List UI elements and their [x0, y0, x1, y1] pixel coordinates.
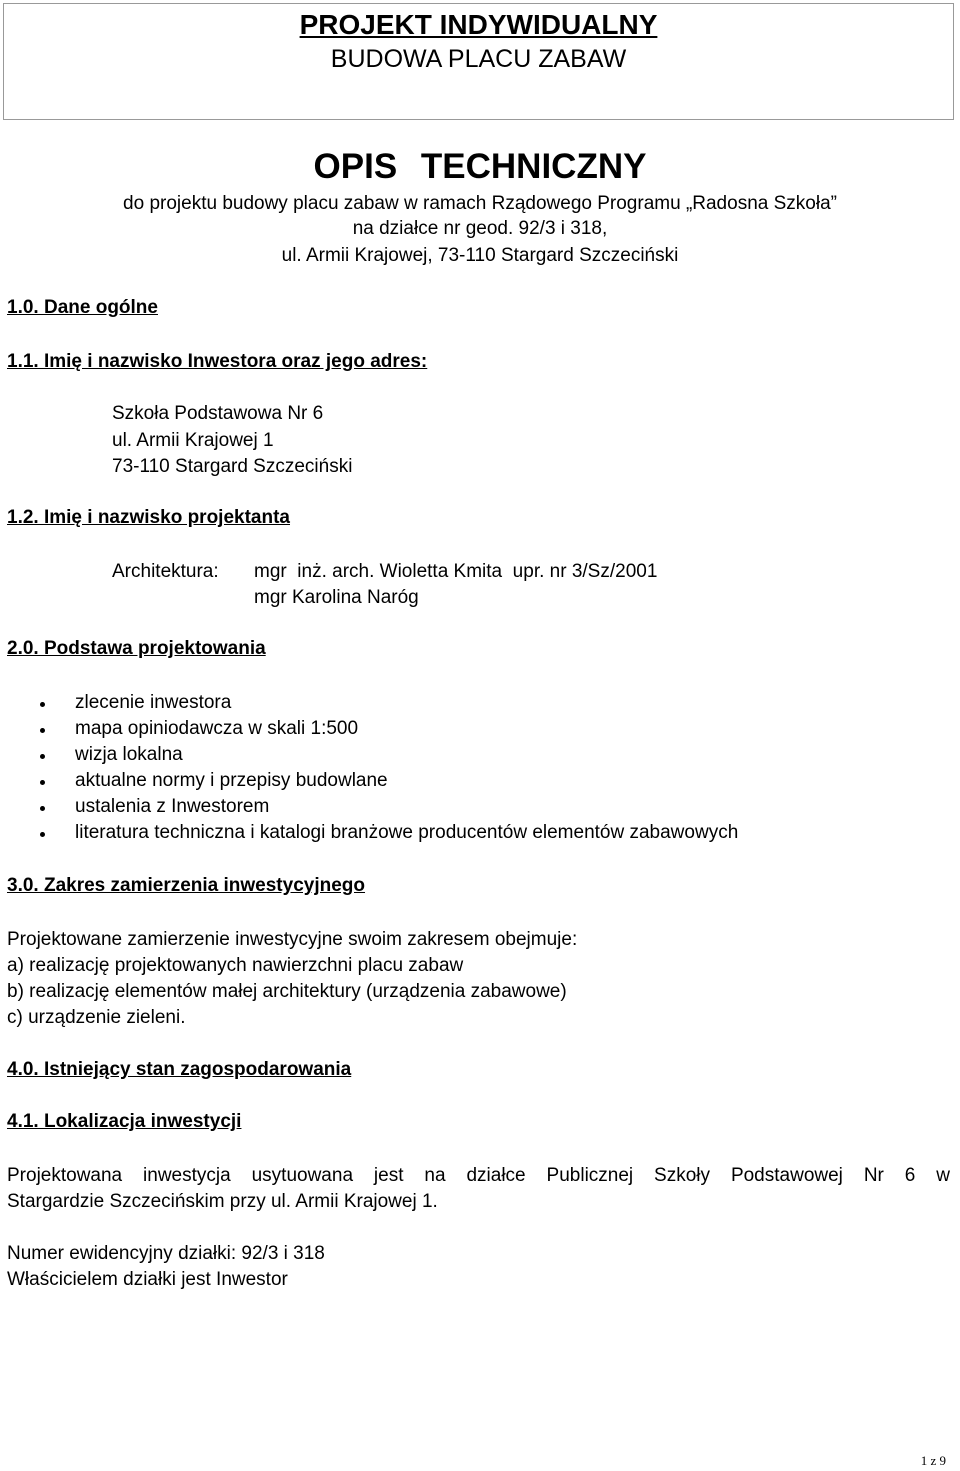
- designer-2: mgr Karolina Naróg: [254, 587, 419, 608]
- bullet-icon: [40, 754, 45, 759]
- document-title: OPIS TECHNICZNY: [313, 147, 647, 186]
- bullet-icon: [40, 832, 45, 837]
- project-title: PROJEKT INDYWIDUALNY: [299, 9, 658, 40]
- investor-line-2: ul. Armii Krajowej 1: [112, 430, 274, 451]
- designer-1: mgr inż. arch. Wioletta Kmita upr. nr 3/Sz/2001: [254, 561, 658, 582]
- heading-4-0: 4.0. Istniejący stan zagospodarowania: [7, 1059, 352, 1080]
- heading-4-1: 4.1. Lokalizacja inwestycji: [7, 1111, 242, 1132]
- scope-item-c: c) urządzenie zieleni.: [7, 1007, 186, 1028]
- location-paragraph-line-1: Projektowana inwestycja usytuowana jest na działce Publicznej Szkoły Podstawowej Nr 6 w: [7, 1165, 950, 1186]
- list-item: ustalenia z Inwestorem: [75, 796, 270, 817]
- heading-2-0: 2.0. Podstawa projektowania: [7, 638, 266, 659]
- list-item: literatura techniczna i katalogi branżowe producentów elementów zabawowych: [75, 822, 739, 843]
- intro-line-1: do projektu budowy placu zabaw w ramach Rządowego Programu „Radosna Szkoła”: [123, 193, 837, 214]
- parcel-owner: Właścicielem działki jest Inwestor: [7, 1269, 288, 1290]
- parcel-number: Numer ewidencyjny działki: 92/3 i 318: [7, 1243, 325, 1264]
- list-item: mapa opiniodawcza w skali 1:500: [75, 718, 359, 739]
- heading-3-0: 3.0. Zakres zamierzenia inwestycyjnego: [7, 875, 366, 896]
- investor-line-1: Szkoła Podstawowa Nr 6: [112, 403, 324, 424]
- list-item: wizja lokalna: [75, 744, 183, 765]
- investor-line-3: 73-110 Stargard Szczeciński: [112, 456, 353, 477]
- bullet-icon: [40, 780, 45, 785]
- heading-1-0: 1.0. Dane ogólne: [7, 297, 158, 318]
- header-box: [3, 3, 954, 120]
- list-item: zlecenie inwestora: [75, 692, 232, 713]
- heading-1-1: 1.1. Imię i nazwisko Inwestora oraz jego adres:: [7, 351, 428, 372]
- intro-line-3: ul. Armii Krajowej, 73-110 Stargard Szczeciński: [281, 245, 679, 266]
- list-item: aktualne normy i przepisy budowlane: [75, 770, 388, 791]
- bullet-icon: [40, 806, 45, 811]
- designer-label: Architektura:: [112, 561, 219, 582]
- scope-item-a: a) realizację projektowanych nawierzchni placu zabaw: [7, 955, 464, 976]
- intro-line-2: na działce nr geod. 92/3 i 318,: [352, 218, 608, 239]
- bullet-icon: [40, 728, 45, 733]
- scope-item-b: b) realizację elementów małej architektury (urządzenia zabawowe): [7, 981, 567, 1002]
- location-paragraph-line-2: Stargardzie Szczecińskim przy ul. Armii Krajowej 1.: [7, 1191, 438, 1212]
- project-subtitle: BUDOWA PLACU ZABAW: [330, 45, 627, 73]
- page-number: 1 z 9: [920, 1453, 946, 1468]
- heading-1-2: 1.2. Imię i nazwisko projektanta: [7, 507, 290, 528]
- bullet-icon: [40, 702, 45, 707]
- scope-intro: Projektowane zamierzenie inwestycyjne swoim zakresem obejmuje:: [7, 929, 578, 950]
